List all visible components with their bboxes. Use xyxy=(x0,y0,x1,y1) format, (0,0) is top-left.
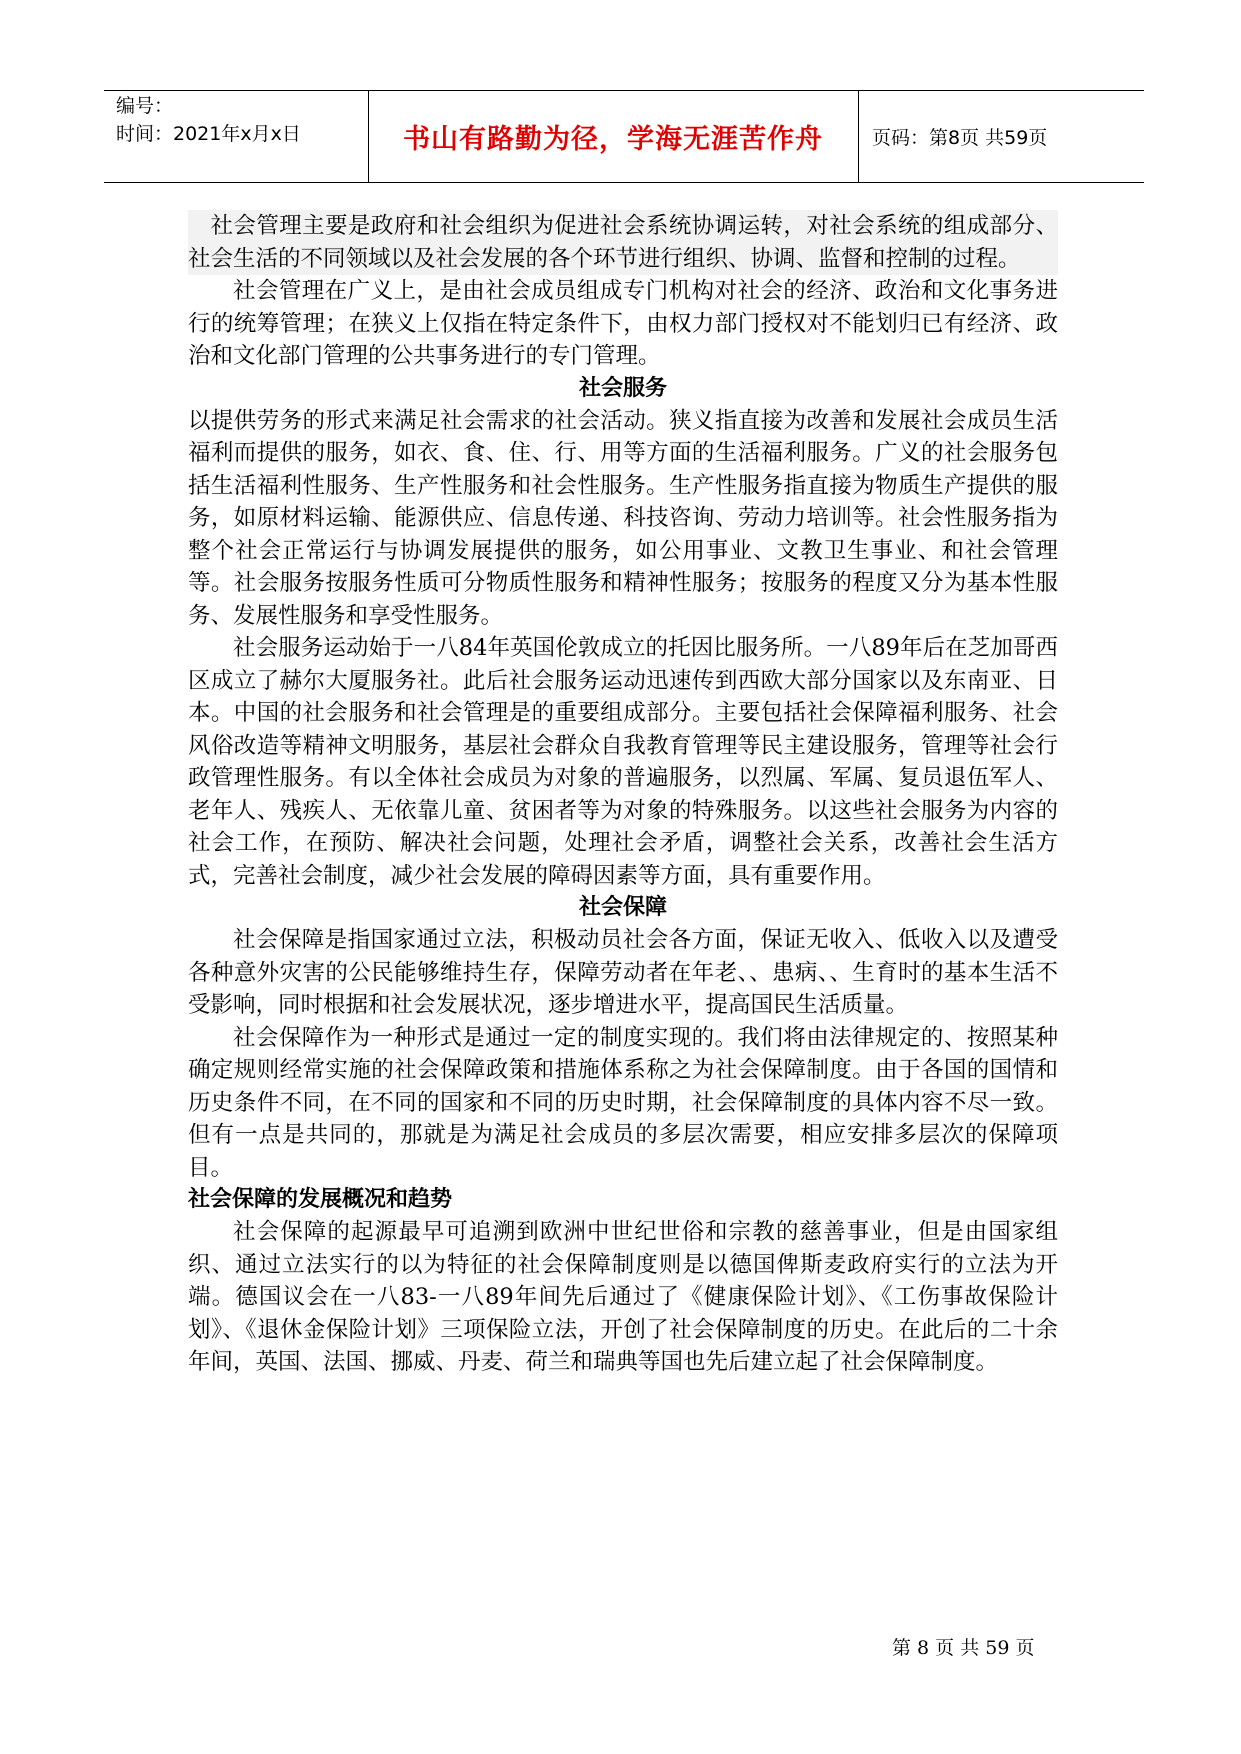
header-meta xyxy=(116,92,301,148)
paragraph: 社会管理主要是政府和社会组织为促进社会系统协调运转，对社会系统的组成部分、社会生活的不同领域以及社会发展的各个环节进行组织、协调、监督和控制的过程。 xyxy=(188,210,1058,275)
header-page-label: 页码：第8页 共59页 xyxy=(872,126,1048,149)
paragraph: 社会管理在广义上，是由社会成员组成专门机构对社会的经济、政治和文化事务进行的统筹管理；在狭义上仅指在特定条件下，由权力部门授权对不能划归已有经济、政治和文化部门管理的公共事务进行的专门管理。 xyxy=(188,278,1058,369)
header-divider xyxy=(858,90,859,183)
section-heading: 社会服务 xyxy=(578,375,667,401)
page-header xyxy=(104,90,1144,184)
paragraph: 以提供劳务的形式来满足社会需求的社会活动。狭义指直接为改善和发展社会成员生活福利而提供的服务，如衣、食、住、行、用等方面的生活福利服务。广义的社会服务包括生活福利性服务、生产性服务和社会性服务。生产性服务指直接为物质生产提供的服务，如原材料运输、能源供应、信息传递、科技咨询、劳动力培训等。社会性服务指为整个社会正常运行与协调发展提供的服务，如公用事业、文教卫生事业、和社会管理等。社会服务按服务性质可分物质性服务和精神性服务；按服务的程度又分为基本性服务、发展性服务和享受性服务。 xyxy=(188,407,1058,629)
paragraph: 社会保障的起源最早可追溯到欧洲中世纪世俗和宗教的慈善事业，但是由国家组织、通过立法实行的以为特征的社会保障制度则是以德国俾斯麦政府实行的立法为开端。德国议会在一八83-一八89年间先后通过了《健康保险计划》、《工伤事故保险计划》、《退休金保险计划》三项保险立法，开创了社会保障制度的历史。在此后的二十余年间，英国、法国、挪威、丹麦、荷兰和瑞典等国也先后建立起了社会保障制度。 xyxy=(188,1219,1058,1375)
paragraph: 社会保障是指国家通过立法，积极动员社会各方面，保证无收入、低收入以及遭受各种意外灾害的公民能够维持生存，保障劳动者在年老、、患病、、生育时的基本生活不受影响，同时根据和社会发展状况，逐步增进水平，提高国民生活质量。 xyxy=(188,927,1058,1018)
header-motto: 书山有路勤为径，学海无涯苦作舟 xyxy=(403,123,823,155)
header-bottom-rule xyxy=(104,182,1144,183)
document-body xyxy=(188,210,1058,1379)
document-time-label: 时间：2021年x月x日 xyxy=(116,123,301,145)
section-heading: 社会保障 xyxy=(578,895,667,920)
document-number-label: 编号： xyxy=(116,95,174,117)
page-footer: 第 8 页 共 59 页 xyxy=(892,1637,1035,1659)
paragraph: 社会服务运动始于一八84年英国伦敦成立的托因比服务所。一八89年后在芝加哥西区成立了赫尔大厦服务社。此后社会服务运动迅速传到西欧大部分国家以及东南亚、日本。中国的社会服务和社会管理是的重要组成部分。主要包括社会保障福利服务、社会风俗改造等精神文明服务，基层社会群众自我教育管理等民主建设服务，管理等社会行政管理性服务。有以全体社会成员为对象的普遍服务，以烈属、军属、复员退伍军人、老年人、残疾人、无依靠儿童、贫困者等为对象的特殊服务。以这些社会服务为内容的社会工作，在预防、解决社会问题，处理社会矛盾，调整社会关系，改善社会生活方式，完善社会制度，减少社会发展的障碍因素等方面，具有重要作用。 xyxy=(188,635,1058,889)
paragraph: 社会保障作为一种形式是通过一定的制度实现的。我们将由法律规定的、按照某种确定规则经常实施的社会保障政策和措施体系称之为社会保障制度。由于各国的国情和历史条件不同，在不同的国家和不同的历史时期，社会保障制度的具体内容不尽一致。但有一点是共同的，那就是为满足社会成员的多层次需要，相应安排多层次的保障项目。 xyxy=(188,1024,1058,1181)
section-heading: 社会保障的发展概况和趋势 xyxy=(188,1187,453,1212)
